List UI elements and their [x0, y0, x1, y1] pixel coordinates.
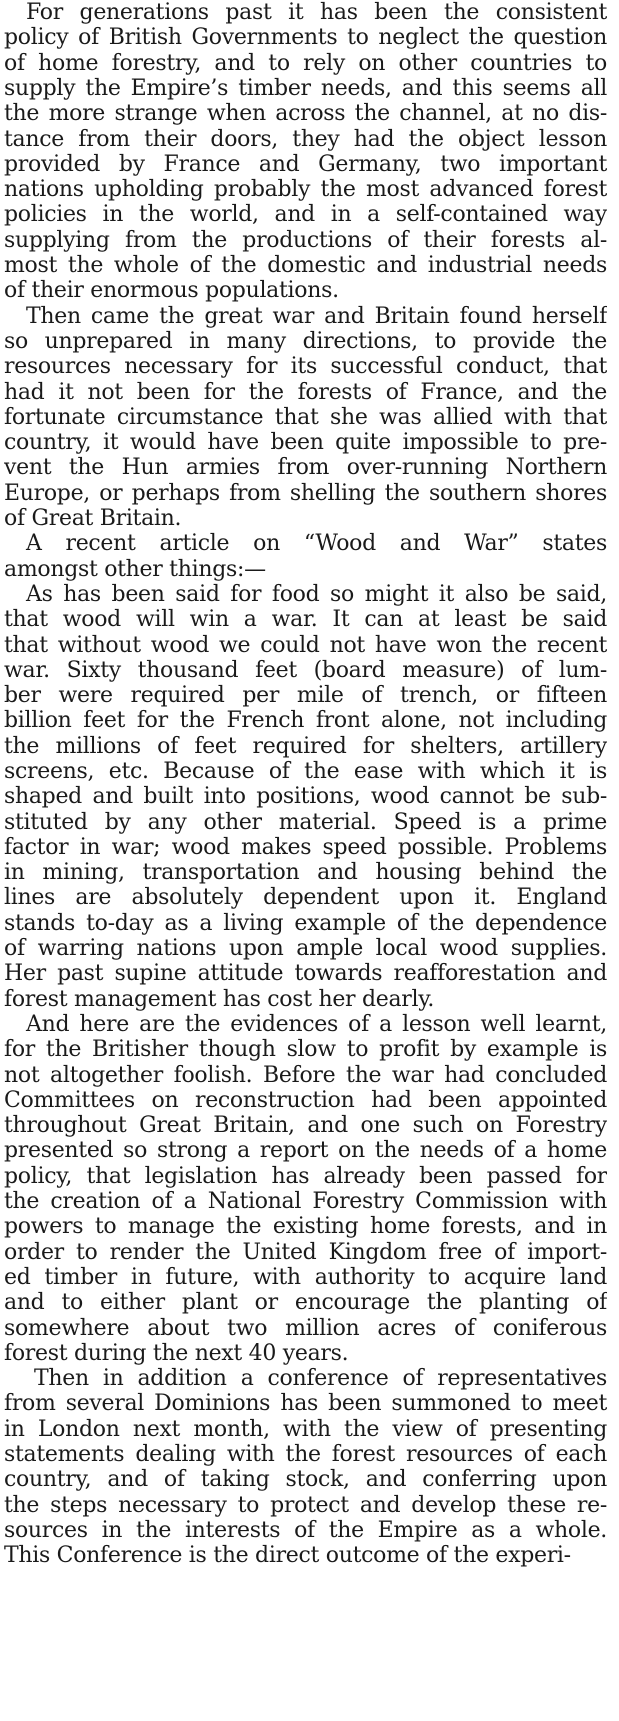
text-line: This Conference is the direct outcome of the experi-	[4, 1543, 571, 1568]
text-line: order to render the United Kingdom free of import-	[4, 1240, 607, 1265]
text-line: A recent article on “Wood and War” states	[26, 531, 607, 556]
text-line: billion feet for the French front alone, not including	[4, 708, 607, 733]
text-line: vent the Hun armies from over-running Northern	[4, 455, 607, 480]
text-line: Then in addition a conference of representatives	[34, 1366, 607, 1391]
text-line: had it not been for the forests of France, and the	[4, 380, 607, 405]
text-line: ed timber in future, with authority to acquire land	[4, 1265, 607, 1290]
text-line: factor in war; wood makes speed possible. Problems	[4, 835, 607, 860]
text-line: supplying from the productions of their forests al-	[4, 228, 607, 253]
text-line: somewhere about two million acres of coniferous	[4, 1316, 607, 1341]
text-line: so unprepared in many directions, to provide the	[4, 329, 607, 354]
text-line: of home forestry, and to rely on other countries to	[4, 51, 607, 76]
text-line: presented so strong a report on the needs of a home	[4, 1138, 607, 1163]
text-line: of warring nations upon ample local wood supplies.	[4, 936, 607, 961]
text-line: amongst other things:—	[4, 557, 266, 582]
text-line: in mining, transportation and housing behind the	[4, 860, 607, 885]
text-line: stituted by any other material. Speed is a prime	[4, 810, 607, 835]
text-line: country, and of taking stock, and conferring upon	[4, 1467, 607, 1492]
text-line: nations upholding probably the most advanced forest	[4, 177, 607, 202]
text-line: Her past supine attitude towards reafforestation and	[4, 961, 607, 986]
text-line: powers to manage the existing home forests, and in	[4, 1214, 607, 1239]
text-line: forest management has cost her dearly.	[4, 987, 435, 1012]
text-line: of their enormous populations.	[4, 278, 339, 303]
text-line: statements dealing with the forest resources of each	[4, 1442, 607, 1467]
text-line: fortunate circumstance that she was allied with that	[4, 405, 607, 430]
text-line: that without wood we could not have won the recent	[4, 633, 607, 658]
text-line: the more strange when across the channel, at no dis-	[4, 101, 607, 126]
text-line: for the Britisher though slow to profit by example is	[4, 1037, 607, 1062]
text-line: from several Dominions has been summoned to meet	[4, 1391, 607, 1416]
text-line: policy of British Governments to neglect the question	[4, 25, 607, 50]
text-line: throughout Great Britain, and one such on Forestry	[4, 1113, 607, 1138]
text-line: lines are absolutely dependent upon it. England	[4, 885, 607, 910]
text-line: resources necessary for its successful conduct, that	[4, 354, 607, 379]
text-line: Then came the great war and Britain found herself	[26, 304, 607, 329]
text-line: that wood will win a war. It can at least be said	[4, 607, 607, 632]
text-line: and to either plant or encourage the planting of	[4, 1290, 607, 1315]
text-line: policy, that legislation has already been passed for	[4, 1164, 607, 1189]
text-line: not altogether foolish. Before the war had concluded	[4, 1063, 607, 1088]
text-line: the creation of a National Forestry Commission with	[4, 1189, 607, 1214]
text-line: sources in the interests of the Empire as a whole.	[4, 1518, 607, 1543]
text-line: screens, etc. Because of the ease with which it is	[4, 759, 607, 784]
text-line: of Great Britain.	[4, 506, 182, 531]
text-line: in London next month, with the view of presenting	[4, 1417, 607, 1442]
text-line: forest during the next 40 years.	[4, 1341, 349, 1366]
text-line: provided by France and Germany, two important	[4, 152, 607, 177]
text-line: For generations past it has been the consistent	[26, 0, 607, 25]
text-line: war. Sixty thousand feet (board measure) of lum-	[4, 658, 607, 683]
text-line: policies in the world, and in a self-contained way	[4, 202, 607, 227]
text-line: tance from their doors, they had the object lesson	[4, 127, 607, 152]
text-line: stands to-day as a living example of the dependence	[4, 911, 607, 936]
text-line: shaped and built into positions, wood cannot be sub-	[4, 784, 607, 809]
text-line: And here are the evidences of a lesson well learnt,	[26, 1012, 607, 1037]
text-line: the millions of feet required for shelters, artillery	[4, 734, 607, 759]
text-line: Committees on reconstruction had been appointed	[4, 1088, 607, 1113]
text-line: the steps necessary to protect and develop these re-	[4, 1493, 607, 1518]
text-line: ber were required per mile of trench, or fifteen	[4, 683, 607, 708]
text-line: country, it would have been quite impossible to pre-	[4, 430, 607, 455]
text-line: supply the Empire’s timber needs, and this seems all	[4, 76, 607, 101]
text-line: most the whole of the domestic and industrial needs	[4, 253, 607, 278]
text-line: As has been said for food so might it also be said,	[26, 582, 607, 607]
text-line: Europe, or perhaps from shelling the southern shores	[4, 481, 607, 506]
